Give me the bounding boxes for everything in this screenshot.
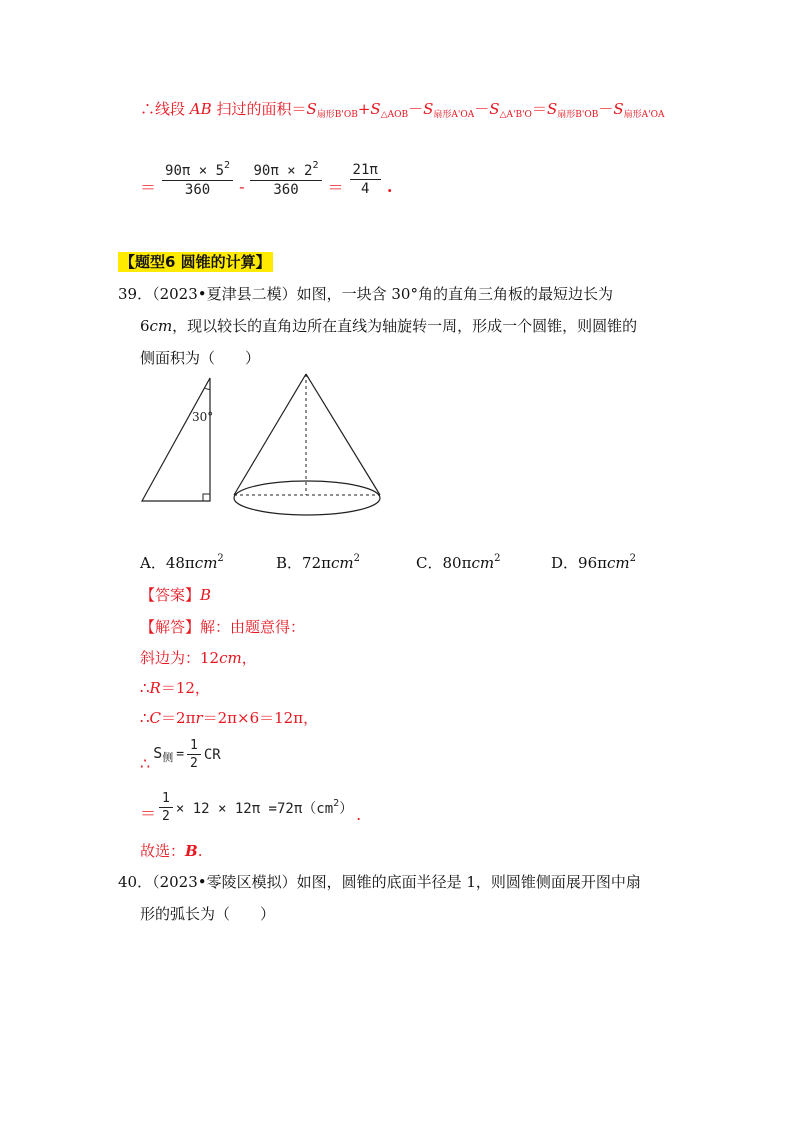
q39-line3: 侧面积为（ ） [140,349,261,367]
answer-label: 【答案】 [140,586,201,604]
option-b[interactable] [276,552,360,573]
half-fraction-1 [187,738,201,771]
solution-line3-var: C [149,709,162,727]
solution-line2-b: ＝12， [160,679,210,697]
s4: S [489,100,500,118]
s3-sub: 扇形A'OA [433,110,475,120]
solution-line1 [140,647,257,668]
calc-minus: - [239,176,245,196]
area-text: 扫过的面积＝ [216,100,307,118]
minus3: － [598,100,614,118]
calc-eq1: ＝ [140,177,157,197]
answer-value: B [200,586,212,604]
option-c-letter: C． [416,554,443,572]
half1-den: 2 [190,756,198,771]
answer-line [140,584,211,605]
option-d-letter: D． [551,554,579,572]
solution-line1-a: 斜边为：12 [140,649,220,667]
q39-line1: 39．（2023•夏津县二模）如图，一块含 30°角的直角三角板的最短边长为 [118,285,613,303]
solution-line3-b: ＝2π [161,709,196,727]
option-b-exp: 2 [353,553,360,564]
option-d-exp: 2 [629,553,636,564]
solution-intro [140,616,305,637]
option-a-letter: A． [140,554,166,572]
option-a-exp: 2 [217,553,224,564]
solution-line2-var: R [149,679,161,697]
option-d-value: 96π [578,554,607,572]
option-b-unit: cm [330,554,354,572]
line4-cr: CR [203,746,221,763]
half1-num: 1 [187,738,201,755]
solution-line4 [140,736,221,773]
s6: S [613,100,624,118]
cone [234,374,380,515]
solution-line1-end: ， [241,649,257,667]
option-c-exp: 2 [494,553,501,564]
angle-label: 30° [192,410,214,424]
q40-line1: 40．（2023•零陵区模拟）如图，圆锥的底面半径是 1，则圆锥侧面展开图中扇 [118,873,641,891]
right-angle-mark [203,494,210,501]
option-c[interactable] [416,552,500,573]
plus: + [357,100,371,118]
half-fraction-2 [159,791,173,824]
q39-rest: ，现以较长的直角边所在直线为轴旋转一周，形成一个圆锥，则圆锥的 [172,317,638,335]
fraction-1 [162,160,233,198]
area-formula-line [140,98,664,120]
solution-line5-period: . [356,805,362,824]
right-triangle [142,378,213,501]
solution-line3-a: ∴ [140,709,150,727]
calc-line [140,160,392,198]
eq: ＝ [531,100,547,118]
option-b-value: 72π [302,554,331,572]
cone-right-edge [306,374,380,495]
s2: S [370,100,381,118]
segment-ab: AB [189,100,212,118]
solution-line5 [140,791,361,824]
solution-line4-therefore: ∴ [140,754,151,773]
option-c-value: 80π [442,554,472,572]
solution-line2 [140,677,210,698]
half2-den: 2 [162,809,170,824]
solution-line3-r: r [195,709,203,727]
s2-sub: △AOB [380,110,409,120]
q40-line2: 形的弧长为（ ） [140,905,276,923]
fraction-2 [250,160,321,198]
line5-exp: 2 [333,797,340,809]
cone-base [234,481,380,515]
final-c: . [197,842,203,860]
line5-close: ） [339,800,354,817]
line5-rest: × 12 × 12π =72π（cm [175,800,334,817]
s-sub: 侧 [162,751,174,764]
area-prefix: ∴线段 [140,100,186,118]
solution-label: 【解答】 [140,618,201,636]
option-d[interactable] [551,552,636,573]
option-c-unit: cm [471,554,495,572]
minus1: － [408,100,424,118]
solution-line1-unit: cm [219,649,242,667]
s-symbol: S [153,744,163,762]
f2-exp: 2 [312,160,319,171]
s6-sub: 扇形A'OA [623,110,665,120]
f1-exp: 2 [224,160,231,171]
line5-expression [176,798,353,818]
final-choice [140,840,202,861]
q39-figure [130,368,400,528]
f2-num: 90π × 2 [253,163,313,179]
q39-line2 [140,310,637,342]
option-b-letter: B． [276,554,303,572]
s1: S [306,100,317,118]
s3: S [423,100,434,118]
fraction-3 [350,162,381,197]
solution-line3-c: ＝2π×6＝12π， [202,709,319,727]
s1-sub: 扇形B'OB [316,110,358,120]
q39-unit: cm [149,317,173,335]
minus2: － [474,100,490,118]
line4-eq: = [176,747,185,762]
triangle-shape [142,378,210,501]
section-heading-label: 【题型6 圆锥的计算】 [120,253,271,271]
s5-sub: 扇形B'OB [557,110,599,120]
final-a: 故选： [140,842,186,860]
f3-den: 4 [360,180,370,197]
q39-num: 6 [140,317,150,335]
s5: S [546,100,558,118]
solution-line3 [140,707,318,728]
f1-den: 360 [184,182,211,198]
angle-arc [205,388,211,390]
f3-num: 21π [350,162,381,180]
option-d-unit: cm [606,554,630,572]
calc-period: . [386,176,393,196]
lateral-area-symbol [153,744,173,765]
solution-line5-eq: ＝ [140,804,157,823]
cone-left-edge [234,374,306,495]
option-a-value: 48π [165,554,195,572]
final-b: B [185,842,198,860]
option-a-unit: cm [194,554,218,572]
solution-intro-text: 解：由题意得： [200,618,306,636]
option-a[interactable] [140,552,224,573]
f1-num: 90π × 5 [165,163,225,179]
f2-den: 360 [273,182,299,198]
solution-line2-a: ∴ [140,679,150,697]
section-heading [118,251,273,272]
half2-num: 1 [159,791,173,808]
s4-sub: △A'B'O [499,110,532,120]
calc-eq2: ＝ [327,177,344,197]
